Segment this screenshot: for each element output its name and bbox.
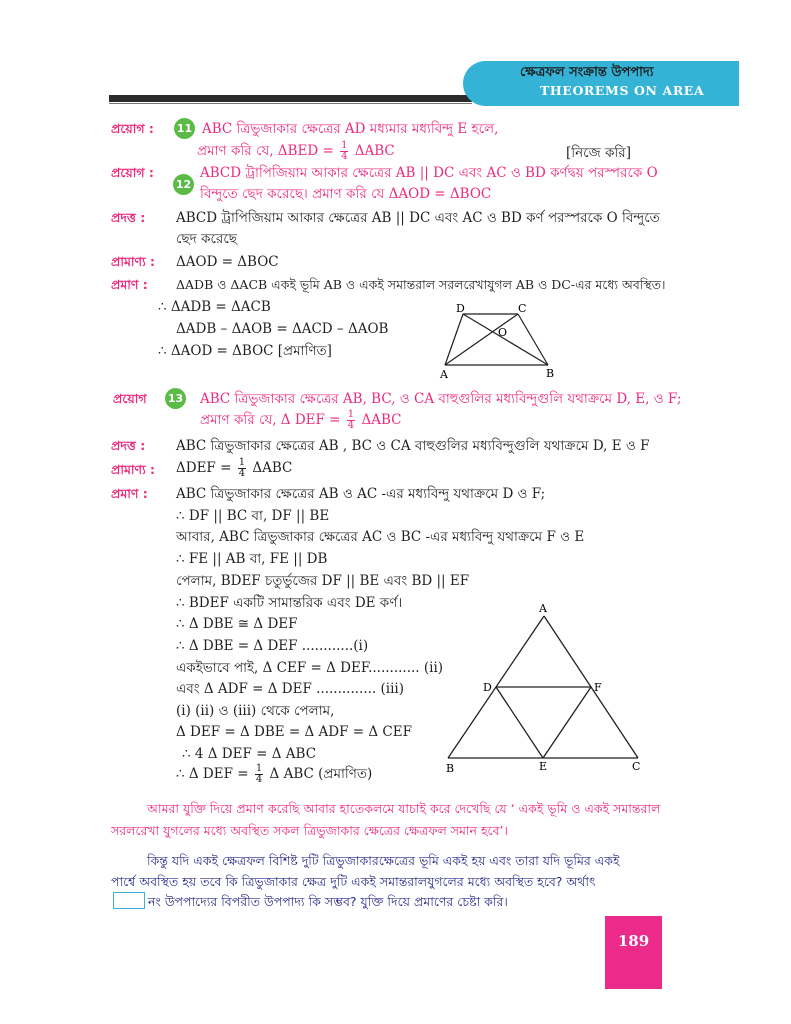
application-statement: ABC ত্রিভুজাকার ক্ষেত্রের AB, BC, ও CA বাহুগুলির মধ্যবিন্দুগুলি যথাক্রমে D, E, ও F; (200, 391, 682, 407)
fraction-denominator: 4 (341, 151, 348, 162)
proof-line: ∴ ΔAOD = ΔBOC [প্রমাণিত] (158, 343, 332, 359)
statement-text: প্রমাণ করি যে, ΔBED = (197, 143, 334, 159)
proof-line: ∴ Δ DBE ≅ Δ DEF (176, 616, 298, 632)
vertex-label-b: B (446, 762, 455, 775)
given-text: ABCD ট্রাপিজিয়াম আকার ক্ষেত্রের AB || DC এবং AC ও BD কর্ণ পরস্পরকে O বিন্দুতে (176, 210, 660, 226)
fraction-numerator: 1 (347, 409, 355, 420)
fraction-one-quarter (238, 458, 246, 479)
vertex-label-b: B (546, 367, 555, 380)
vertex-label-d: D (483, 681, 492, 694)
proof-line: ∴ BDEF একটি সামান্তরিক এবং DE কর্ণ। (176, 595, 403, 611)
proof-line: ΔADB – ΔAOB = ΔACD – ΔAOB (176, 321, 389, 337)
proof-line: আবার, ABC ত্রিভুজাকার ক্ষেত্রের AC ও BC -এর মধ্যবিন্দু যথাক্রমে F ও E (176, 529, 585, 545)
proof-line: ∴ ΔADB = ΔACB (158, 299, 271, 315)
application-label: প্রয়োগ : (111, 165, 154, 180)
proof-line: Δ DEF = Δ DBE = Δ ADF = Δ CEF (176, 724, 412, 740)
fraction-denominator: 4 (255, 774, 263, 785)
statement-text: প্রমাণ করি যে, Δ DEF = (200, 412, 341, 428)
question-text: কিন্তু যদি একই ক্ষেত্রফল বিশিষ্ট দুটি ত্রিভুজাকারক্ষেত্রের ভূমি একই হয় এবং তারা যদি ভূমির একই (147, 853, 620, 868)
theorem-number-blank (113, 892, 145, 909)
conclusion-text-line2: সরলরেখা যুগলের মধ্যে অবস্থিত সকল ত্রিভুজাকার ক্ষেত্রের ক্ষেত্রফল সমান হবে’। (111, 823, 508, 838)
self-practice-note: [নিজে করি] (566, 145, 631, 161)
to-prove-rhs: ΔABC (252, 460, 293, 476)
proof-line: এবং Δ ADF = Δ DEF .............. (iii) (176, 681, 404, 697)
proof-conclusion (176, 764, 372, 785)
to-prove-lhs: ΔDEF = (176, 460, 232, 476)
application-label: প্রয়োগ (113, 391, 147, 406)
vertex-label-a: A (440, 368, 448, 380)
application-number-badge: 12 (173, 174, 194, 195)
conclusion-lhs: ∴ Δ DEF = (176, 766, 249, 782)
question-text-line2: পার্শ্বে অবস্থিত হয় তবে কি ত্রিভুজাকার ক্ষেত্র দুটি একই সমান্তরালযুগলের মধ্যে অবস্থিত হবে? অর্থাৎ (111, 874, 596, 889)
page-number-badge (605, 916, 662, 989)
application-label: প্রয়োগ : (111, 121, 154, 136)
vertex-label-o: O (498, 326, 508, 339)
proof-line: পেলাম, BDEF চতুর্ভুজের DF || BE এবং BD || EF (176, 573, 470, 589)
statement-text-end: ΔABC (354, 143, 395, 159)
vertex-label-c: C (632, 760, 641, 773)
given-label: প্রদত্ত : (111, 210, 146, 225)
application-statement-line2: বিন্দুতে ছেদ করেছে। প্রমাণ করি যে ΔAOD = ΔBOC (200, 186, 492, 202)
application-statement-line2 (197, 141, 395, 162)
application-statement: ABC ত্রিভুজাকার ক্ষেত্রের AD মধ্যমার মধ্যবিন্দু E হলে, (202, 121, 499, 137)
proof-line: একইভাবে পাই, Δ CEF = Δ DEF............ (ii) (176, 660, 444, 676)
to-prove-text: ΔAOD = ΔBOC (176, 254, 279, 270)
header-rule (109, 95, 472, 102)
conclusion-rhs: Δ ABC (প্রমাণিত) (269, 766, 373, 782)
application-statement-line2 (200, 410, 401, 431)
statement-text-end: ΔABC (361, 412, 402, 428)
proof-label: প্রমাণ : (111, 486, 148, 501)
to-prove-text (176, 458, 292, 479)
fraction-numerator: 1 (255, 763, 263, 774)
fraction-numerator: 1 (341, 140, 348, 151)
proof-line: ABC ত্রিভুজাকার ক্ষেত্রের AB ও AC -এর মধ্যবিন্দু যথাক্রমে D ও F; (176, 486, 546, 502)
to-prove-label: প্রামাণ্য : (111, 462, 156, 477)
proof-line: ∴ Δ DBE = Δ DEF ............(i) (176, 638, 369, 654)
question-text-line3: নং উপপাদ্যের বিপরীত উপপাদ্য কি সম্ভব? যুক্তি দিয়ে প্রমাণের চেষ্টা করি। (148, 894, 508, 909)
proof-line: ΔADB ও ΔACB একই ভূমি AB ও একই সমান্তরাল সরলরেখাযুগল AB ও DC-এর মধ্যে অবস্থিত। (176, 277, 666, 292)
proof-line: ∴ FE || AB বা, FE || DB (176, 551, 328, 567)
proof-line: (i) (ii) ও (iii) থেকে পেলাম, (176, 703, 335, 719)
chapter-title-bengali: ক্ষেত্রফল সংক্রান্ত উপপাদ্য (520, 65, 654, 80)
vertex-label-c: C (518, 302, 527, 315)
page-number: 189 (617, 932, 650, 950)
proof-line: ∴ DF || BC বা, DF || BE (176, 508, 330, 524)
midpoint-triangle-figure (438, 598, 653, 778)
vertex-label-e: E (539, 760, 548, 773)
application-number-badge: 13 (165, 388, 186, 409)
given-text-line2: ছেদ করেছে (176, 231, 237, 247)
application-number-badge: 11 (174, 118, 195, 139)
fraction-denominator: 4 (347, 420, 355, 431)
conclusion-text: আমরা যুক্তি দিয়ে প্রমাণ করেছি আবার হাতেকলমে যাচাই করে দেখেছি যে ‘ একই ভূমি ও একই সমান্তরাল (147, 801, 661, 816)
trapezium-figure (430, 300, 570, 380)
fraction-denominator: 4 (238, 468, 246, 479)
given-label: প্রদত্ত : (111, 438, 146, 453)
chapter-title-english: THEOREMS ON AREA (540, 83, 705, 98)
fraction-one-quarter (255, 764, 263, 785)
header-rule-thin (109, 103, 472, 104)
fraction-numerator: 1 (238, 457, 246, 468)
fraction-one-quarter (347, 410, 355, 431)
proof-line: ∴ 4 Δ DEF = Δ ABC (182, 746, 317, 762)
fraction-one-quarter (340, 141, 348, 162)
vertex-label-a: A (539, 602, 547, 615)
vertex-label-f: F (594, 681, 602, 694)
application-statement: ABCD ট্রাপিজিয়াম আকার ক্ষেত্রের AB || DC এবং AC ও BD কর্ণদ্বয় পরস্পরকে O (200, 165, 658, 181)
proof-label: প্রমাণ : (111, 277, 148, 292)
to-prove-label: প্রামাণ্য : (111, 254, 156, 269)
given-text: ABC ত্রিভুজাকার ক্ষেত্রের AB , BC ও CA বাহুগুলির মধ্যবিন্দুগুলি যথাক্রমে D, E ও F (176, 438, 650, 454)
vertex-label-d: D (456, 302, 465, 315)
